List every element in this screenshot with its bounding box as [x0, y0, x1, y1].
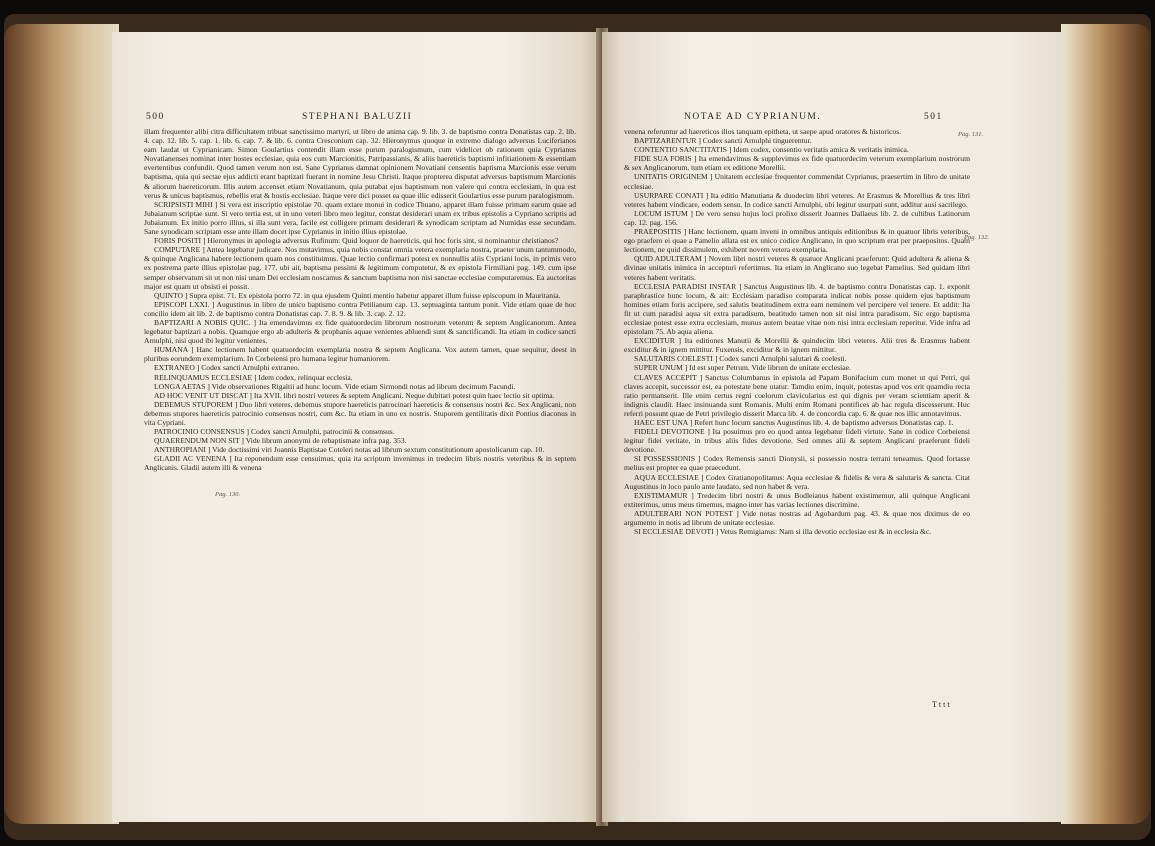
left-page-edges	[4, 24, 119, 824]
note-paragraph: BAPTIZARENTUR ] Codex sancti Arnulphi tinguerentur.	[634, 136, 812, 146]
note-paragraph: QUINTO ] Supra epist. 71. Ex epistola porro 72. in qua ejusdem Quinti mentio habetur apparet illum fuisse episcopum in Mauritania.	[154, 290, 561, 300]
note-paragraph: BAPTIZARI A NOBIS QUIC. ] Ita emendavimus ex fide quatuordecim librorum nostrorum veterum & septem Anglicanorum. Antea legebatur baptizari a nobis. Quamque ergo ab adulteris & prophanis aquae venientes abluendi sunt & sanctificandi. Ita etiam in codice sancti Arnulphi, nisi quod ibi legitur venientes.	[144, 317, 576, 346]
note-paragraph: ANTHROPIANI ] Vide doctissimi viri Joannis Baptistae Coteleri notas ad librum sextum constitutionum apostolicarum cap. 10.	[154, 445, 545, 455]
right-page	[602, 32, 1064, 822]
right-page-edges	[1061, 24, 1151, 824]
note-paragraph: SUPER UNUM ] Id est super Petrum. Vide librum de unitate ecclesiae.	[634, 363, 851, 373]
note-paragraph: EXTRANEO ] Codex sancti Arnulphi extraneo.	[154, 363, 300, 373]
left-page-text	[144, 127, 576, 473]
note-paragraph: CLAVES ACCEPIT ] Sanctus Columbanus in epistola ad Papam Bonifacium cum monet ut qui Petri, qui claves accepit, successor est, ea potestate bene utatur. Tamdiu enim, inquit, potestas apud vos erit quamdiu recta ratio permanserit. Ille enim certus regni coelorum clavicularius est qui dignis per veram scientiam aperit & indignis claudit. Haec insinuanda sunt Romanis. Multi enim Romani pontifices ab hac regula discesserunt. Huc referri possunt quae de Petri privilegio disserit Marca lib. 4. de concordia cap. 6. & quae nos illic annotavimus.	[624, 372, 970, 418]
open-book	[4, 14, 1151, 840]
left-page-number: 500	[146, 112, 165, 122]
note-paragraph: ECCLESIA PARADISI INSTAR ] Sanctus Augustinus lib. 4. de baptismo contra Donatistas cap. 1. exponit paraphrastice hunc locum, & ait: Ecclesiam paradiso comparata indicat nobis posse quidem ejus baptismum homines etiam foris accipere, sed salutis beatitudinem extra eam neminem vel percipere vel tenere. Et addit: Ita fit ut cum paradisi aqua sit extra paradisum, beatitudo tamen non sit nisi intra paradisum. Sic ergo baptisma ecclesiae potest esse extra ecclesiam, munus autem beatae vitae non nisi intra ecclesiam reperitur. Vide infra ad epistolam 75. Ab aqua aliena.	[624, 281, 970, 337]
note-paragraph: illam frequenter alibi citra difficultatem tribuat sanctissimo martyri, ut libro de anima cap. 9. lib. 3. de baptismo contra Donatistas cap. 2. lib. 4. cap. 12. lib. 5. cap. 1. lib. 6. cap. 7. & lib. 6. contra Cresconium cap. 32. Hieronymus quoque in extremo dialogo adversus Luciferianos eam laudat ut Cyprianicam. Simon Goulartius contendit illam esse purum paralogismum, cum videlicet ob rationem quia Cyprianus Novatianenses nominat inter hostes ecclesiae, quia eos cum Marcionitis, Patripassianis, & aliis haereticis baptismi infitiationem & essentiam evertentibus confundit. Quod tamen verum non est. Sane Cyprianus damnat opinionem Novatiani censentis baptisma Marcionis esse verum baptisma, quia qui sectae ejus addicti erant baptizati fuerant in nomine Jesu Christi. Itaque propterea disputat adversus baptismum Marcionis & aliorum haereticorum. Illis autem accenset etiam Novatianum, quia putabat ejus baptismum non valere qui contra ecclesiam, in qua est verus & unicus baptismus, rebellis erat & hostis ecclesiae. Itaque vere dici posset ea quae illic edisserit Goulartius esse purum paralogismum.	[144, 127, 576, 200]
left-page	[112, 32, 600, 822]
note-paragraph: USURPARE CONATI ] Ita editio Manutiana & duodecim libri veteres. At Erasmus & Morellius & tres libri veteres habent vindicare, eodem sensu. In codice sancti Arnulphi, ubi legitur usurpati sunt, additur ausi sacrilego.	[624, 190, 970, 209]
note-paragraph: SALUTARIS COELESTI ] Codex sancti Arnulphi salutari & coelesti.	[634, 354, 847, 364]
note-paragraph: SI POSSESSIONIS ] Codex Remensis sancti Dionysii, si possessio nostra terrani teneamus. Quod fortasse melius est propter ea quae praecedunt.	[624, 454, 970, 473]
note-paragraph: EXISTIMAMUR ] Tredecim libri nostri & unus Bodleianus habent existimemur, alii quinque Anglicani extiterimus, unus meus timemus, magno inter has varias lectiones discrimine.	[624, 490, 970, 509]
note-paragraph: HAEC EST UNA ] Refert hunc locum sanctus Augustinus lib. 4. de baptismo adversus Donatistas cap. 1.	[634, 418, 954, 427]
note-paragraph: LONGA AETAS ] Vide observationes Rigaltii ad hunc locum. Vide etiam Sirmondi notas ad librum decimum Facundi.	[154, 381, 516, 391]
note-paragraph: SI ECCLESIAE DEVOTI ] Vetus Remigianus: Nam si illa devotio ecclesiae est & in ecclesia &c.	[634, 527, 932, 537]
note-paragraph: EPISCOPI LXXI. ] Augustinus in libro de unico baptismo contra Petilianum cap. 13. septuaginta tantum ponit. Vide etiam quae de hoc concilio idem ait lib. 2. de baptismo contra Donatistas cap. 7. 8. 9. & lib. 3. cap. 2. 12.	[144, 299, 576, 318]
note-paragraph: PATROCINIO CONSENSUS ] Codex sancti Arnulphi, patrocinii & consensus.	[154, 427, 395, 437]
note-paragraph: PRAEPOSITIS ] Hanc lectionem, quam inveni in omnibus antiquis editionibus & in quatuor libris veteribus, ego praefero ei quae a Pamelio allata est ex unico codice Anglicano, in quo scriptum erat per praepositos. Quam lectionem, ne quid dissimulem, exhibent novem vetera exemplaria.	[624, 227, 970, 255]
note-paragraph: UNITATIS ORIGINEM ] Unitatem ecclesiae frequenter commendat Cyprianus, praesertim in libro de unitate ecclesiae.	[624, 172, 970, 191]
note-paragraph: FORIS POSITI ] Hieronymus in apologia adversus Rufinum: Quid loquor de haereticis, qui hoc foris sint, si nominantur christianos?	[154, 236, 559, 246]
note-paragraph: QUAERENDUM NON SIT ] Vide librum anonymi de rebaptismate infra pag. 353.	[154, 436, 407, 446]
left-running-head: STEPHANI BALUZII	[302, 112, 413, 122]
right-margin-note-1: Pag. 131.	[958, 131, 984, 138]
note-paragraph: ADULTERARI NON POTEST ] Vide notas nostras ad Agobardum pag. 43. & quae nos diximus de eo argumento in notis ad librum de unitate ecclesiae.	[624, 508, 970, 528]
right-page-text	[624, 127, 970, 536]
right-running-head: NOTAE AD CYPRIANUM.	[684, 112, 822, 122]
note-paragraph: FIDE SUA FORIS ] Ita emendavimus & supplevimus ex fide quatuordecim veterum exemplarium nostrorum & sex Anglicanorum, tum etiam ex editione Morellii.	[624, 154, 970, 173]
signature-mark: Tttt	[932, 700, 952, 709]
note-paragraph: AQUA ECCLESIAE ] Codex Gratianopolitanus: Aqua ecclesiae & fidelis & vera & salutaris & sancta. Citat Augustinus in loco paulo ante laudato, sed non habet & vera.	[624, 472, 970, 491]
right-margin-note-2: Pag. 132.	[964, 234, 990, 241]
note-paragraph: COMPUTARE ] Antea legebatur judicare. Nos mutavimus, quia nobis constat omnia vetera exemplaria nostra, praeter unum tantummodo, & quinque Anglicana habere lectionem quam nos constituimus. Quae lectio confirmari potest ex nonnullis aliis Cypriani locis, in primis vero ex postrema parte illius epistolae pag. 177. ubi ait, baptisma pessimi & legitimum computetur, & ex epistola Firmiliani pag. 149. cum ipse semper observatum sit ut non nisi unam Dei ecclesiam noscamus & sanctum baptisma non nisi sanctae ecclesiae computaremus. Ea auctoritas major est quam ut obsisti ei possit.	[144, 245, 576, 291]
note-paragraph: CONTENTIO SANCTITATIS ] Idem codex, consentio veritatis amica & veritatis inimica.	[634, 145, 909, 155]
note-paragraph: HUMANA ] Hanc lectionem habent quatuordecim exemplaria nostra & septem Anglicana. Vox autem tamen, quae sequitur, deest in pluribus eorundem exemplarium. In Corbeiensi pro humana legitur humaniorem.	[144, 345, 576, 364]
note-paragraph: AD HOC VENIT UT DISCAT ] Ita XVII. libri nostri veteres & septem Anglicani. Neque dubitari potest quin haec lectio sit optima.	[154, 390, 555, 400]
left-margin-note: Pag. 130.	[215, 491, 241, 498]
note-paragraph: DEBEMUS STUPOREM ] Duo libri veteres, debemus stupore haereticis patrocinari haereticis & consensus nostri &c. Sex Anglicani, non debemus stupores haereticis patrocinio consensus nostri, cum &c. Ita etiam in uno ex nostris. Stuporem gentilitatis dixit Pontius diaconus in vita Cypriani.	[144, 399, 576, 427]
note-paragraph: EXCIDITUR ] Ita editiones Manutii & Morellii & quindecim libri veteres. Alii tres & Erasmus habent exciditur & in ignem mittitur. Fuxensis, exciditur & in ignem mittitur.	[624, 336, 970, 355]
note-paragraph: QUID ADULTERAM ] Novem libri nostri veteres & quatuor Anglicani praeferunt: Quid adultera & aliena & divinae unitatis inimica in accepturi refertimus. Ita etiam in Anglicano suo legebat Pamelius. Sed quidam libri veteres habent veritatis.	[624, 254, 970, 282]
note-paragraph: SCRIPSISTI MIHI ] Si vera est inscriptio epistolae 70. quam extare monui in codice Thuano, apparet illam fuisse primam earum quae ad Jubaianum scriptae sunt. Si vero tertia est, ut in uno veteri libro meo legitur, constat desiderari unam ex tribus epistolis a Cypriano scriptis ad Jubaianum. Ex initio porro illius, si illa sunt vera, facile est colligere primam desiderari & synodicam scriptam ad Numidas esse secundam. Sane synodicam scriptam esse ante illam docet ipse Cyprianus in initio illius epistolae.	[144, 199, 576, 237]
note-paragraph: FIDELI DEVOTIONE ] Ita posuimus pro eo quod antea legebatur fideli virtute. Sane in codice Corbeiensi legitur fidei veritate, in tribus aliis fides devotione. Sed omnes alii & septem Anglicani praeferunt fideli devotione.	[624, 427, 970, 455]
note-paragraph: GLADII AC VENENA ] Ita reponendum esse censuimus, quia ita scriptum invenimus in tredecim libris nostris veteribus & in septem Anglicanis. Gladii autem illi & venena	[144, 454, 576, 473]
right-page-number: 501	[924, 112, 943, 122]
note-paragraph: LOCUM ISTUM ] De vero sensu hujus loci prolixe disserit Joannes Dallaeus lib. 2. de cultibus Latinorum cap. 12. pag. 156.	[624, 208, 970, 227]
note-paragraph: RELINQUAMUS ECCLESIAE ] Idem codex, relinquat ecclesia.	[154, 372, 353, 382]
note-paragraph: venena referuntur ad haereticos illos tanquam epitheta, ut saepe apud oratores & historicos.	[624, 127, 902, 136]
